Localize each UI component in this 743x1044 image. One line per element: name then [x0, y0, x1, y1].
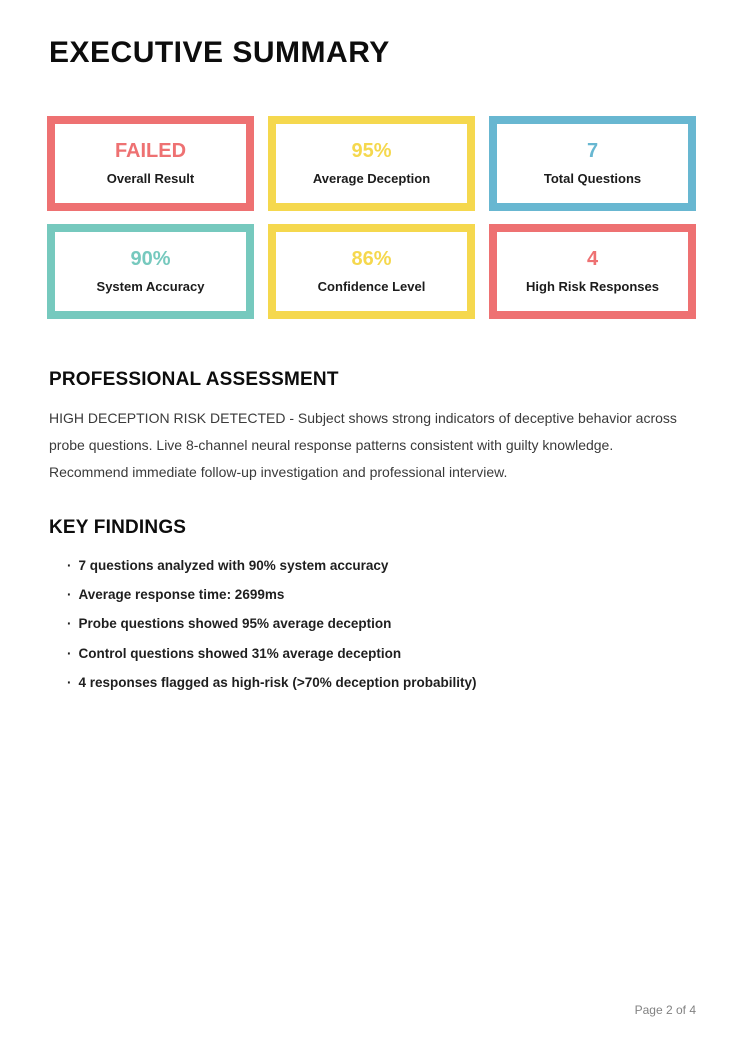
finding-item: [67, 647, 696, 661]
metric-card-high-risk-responses: [489, 224, 696, 319]
bullet-marker: ·: [67, 645, 72, 661]
finding-item: [67, 559, 696, 573]
assessment-paragraph: HIGH DECEPTION RISK DETECTED - Subject shows strong indicators of deceptive behavior across probe questions. Live 8-channel neural response patterns consistent with guilty knowledge. Recommend immediate follow-up investigation and professional interview.: [49, 410, 677, 480]
finding-text: 7 questions analyzed with 90% system accuracy: [78, 558, 389, 573]
metric-card-system-accuracy: [47, 224, 254, 319]
metric-card-average-deception: [268, 116, 475, 211]
key-findings-list: [47, 559, 696, 690]
metric-value: 4: [586, 248, 599, 270]
bullet-marker: ·: [67, 616, 72, 632]
section-heading-professional-assessment: PROFESSIONAL ASSESSMENT: [49, 369, 339, 390]
metric-card-confidence-level: [268, 224, 475, 319]
finding-item: [67, 588, 696, 602]
metric-label: High Risk Responses: [526, 279, 659, 294]
metric-cards-grid: [47, 116, 696, 319]
finding-item: [67, 676, 696, 690]
metric-label: Overall Result: [106, 171, 195, 186]
metric-card-overall-result: [47, 116, 254, 211]
page-number: Page 2 of 4: [634, 1003, 696, 1017]
section-heading-key-findings: KEY FINDINGS: [49, 517, 187, 538]
bullet-marker: ·: [67, 674, 72, 690]
finding-item: [67, 617, 696, 631]
metric-label: Total Questions: [543, 171, 642, 186]
bullet-marker: ·: [67, 587, 72, 603]
metric-value: 7: [586, 140, 599, 162]
finding-text: Control questions showed 31% average deception: [78, 645, 402, 661]
metric-value: 90%: [130, 248, 171, 270]
finding-text: 4 responses flagged as high-risk (>70% deception probability): [78, 674, 477, 690]
metric-label: Confidence Level: [317, 279, 426, 294]
metric-value: 95%: [351, 140, 392, 162]
metric-value: 86%: [351, 248, 392, 270]
metric-label: System Accuracy: [96, 279, 205, 294]
finding-text: Average response time: 2699ms: [78, 587, 285, 603]
metric-card-total-questions: [489, 116, 696, 211]
metric-value: FAILED: [114, 140, 187, 162]
bullet-marker: ·: [67, 558, 72, 573]
metric-label: Average Deception: [312, 171, 431, 186]
page-title: EXECUTIVE SUMMARY: [49, 36, 390, 69]
finding-text: Probe questions showed 95% average deception: [78, 616, 392, 632]
